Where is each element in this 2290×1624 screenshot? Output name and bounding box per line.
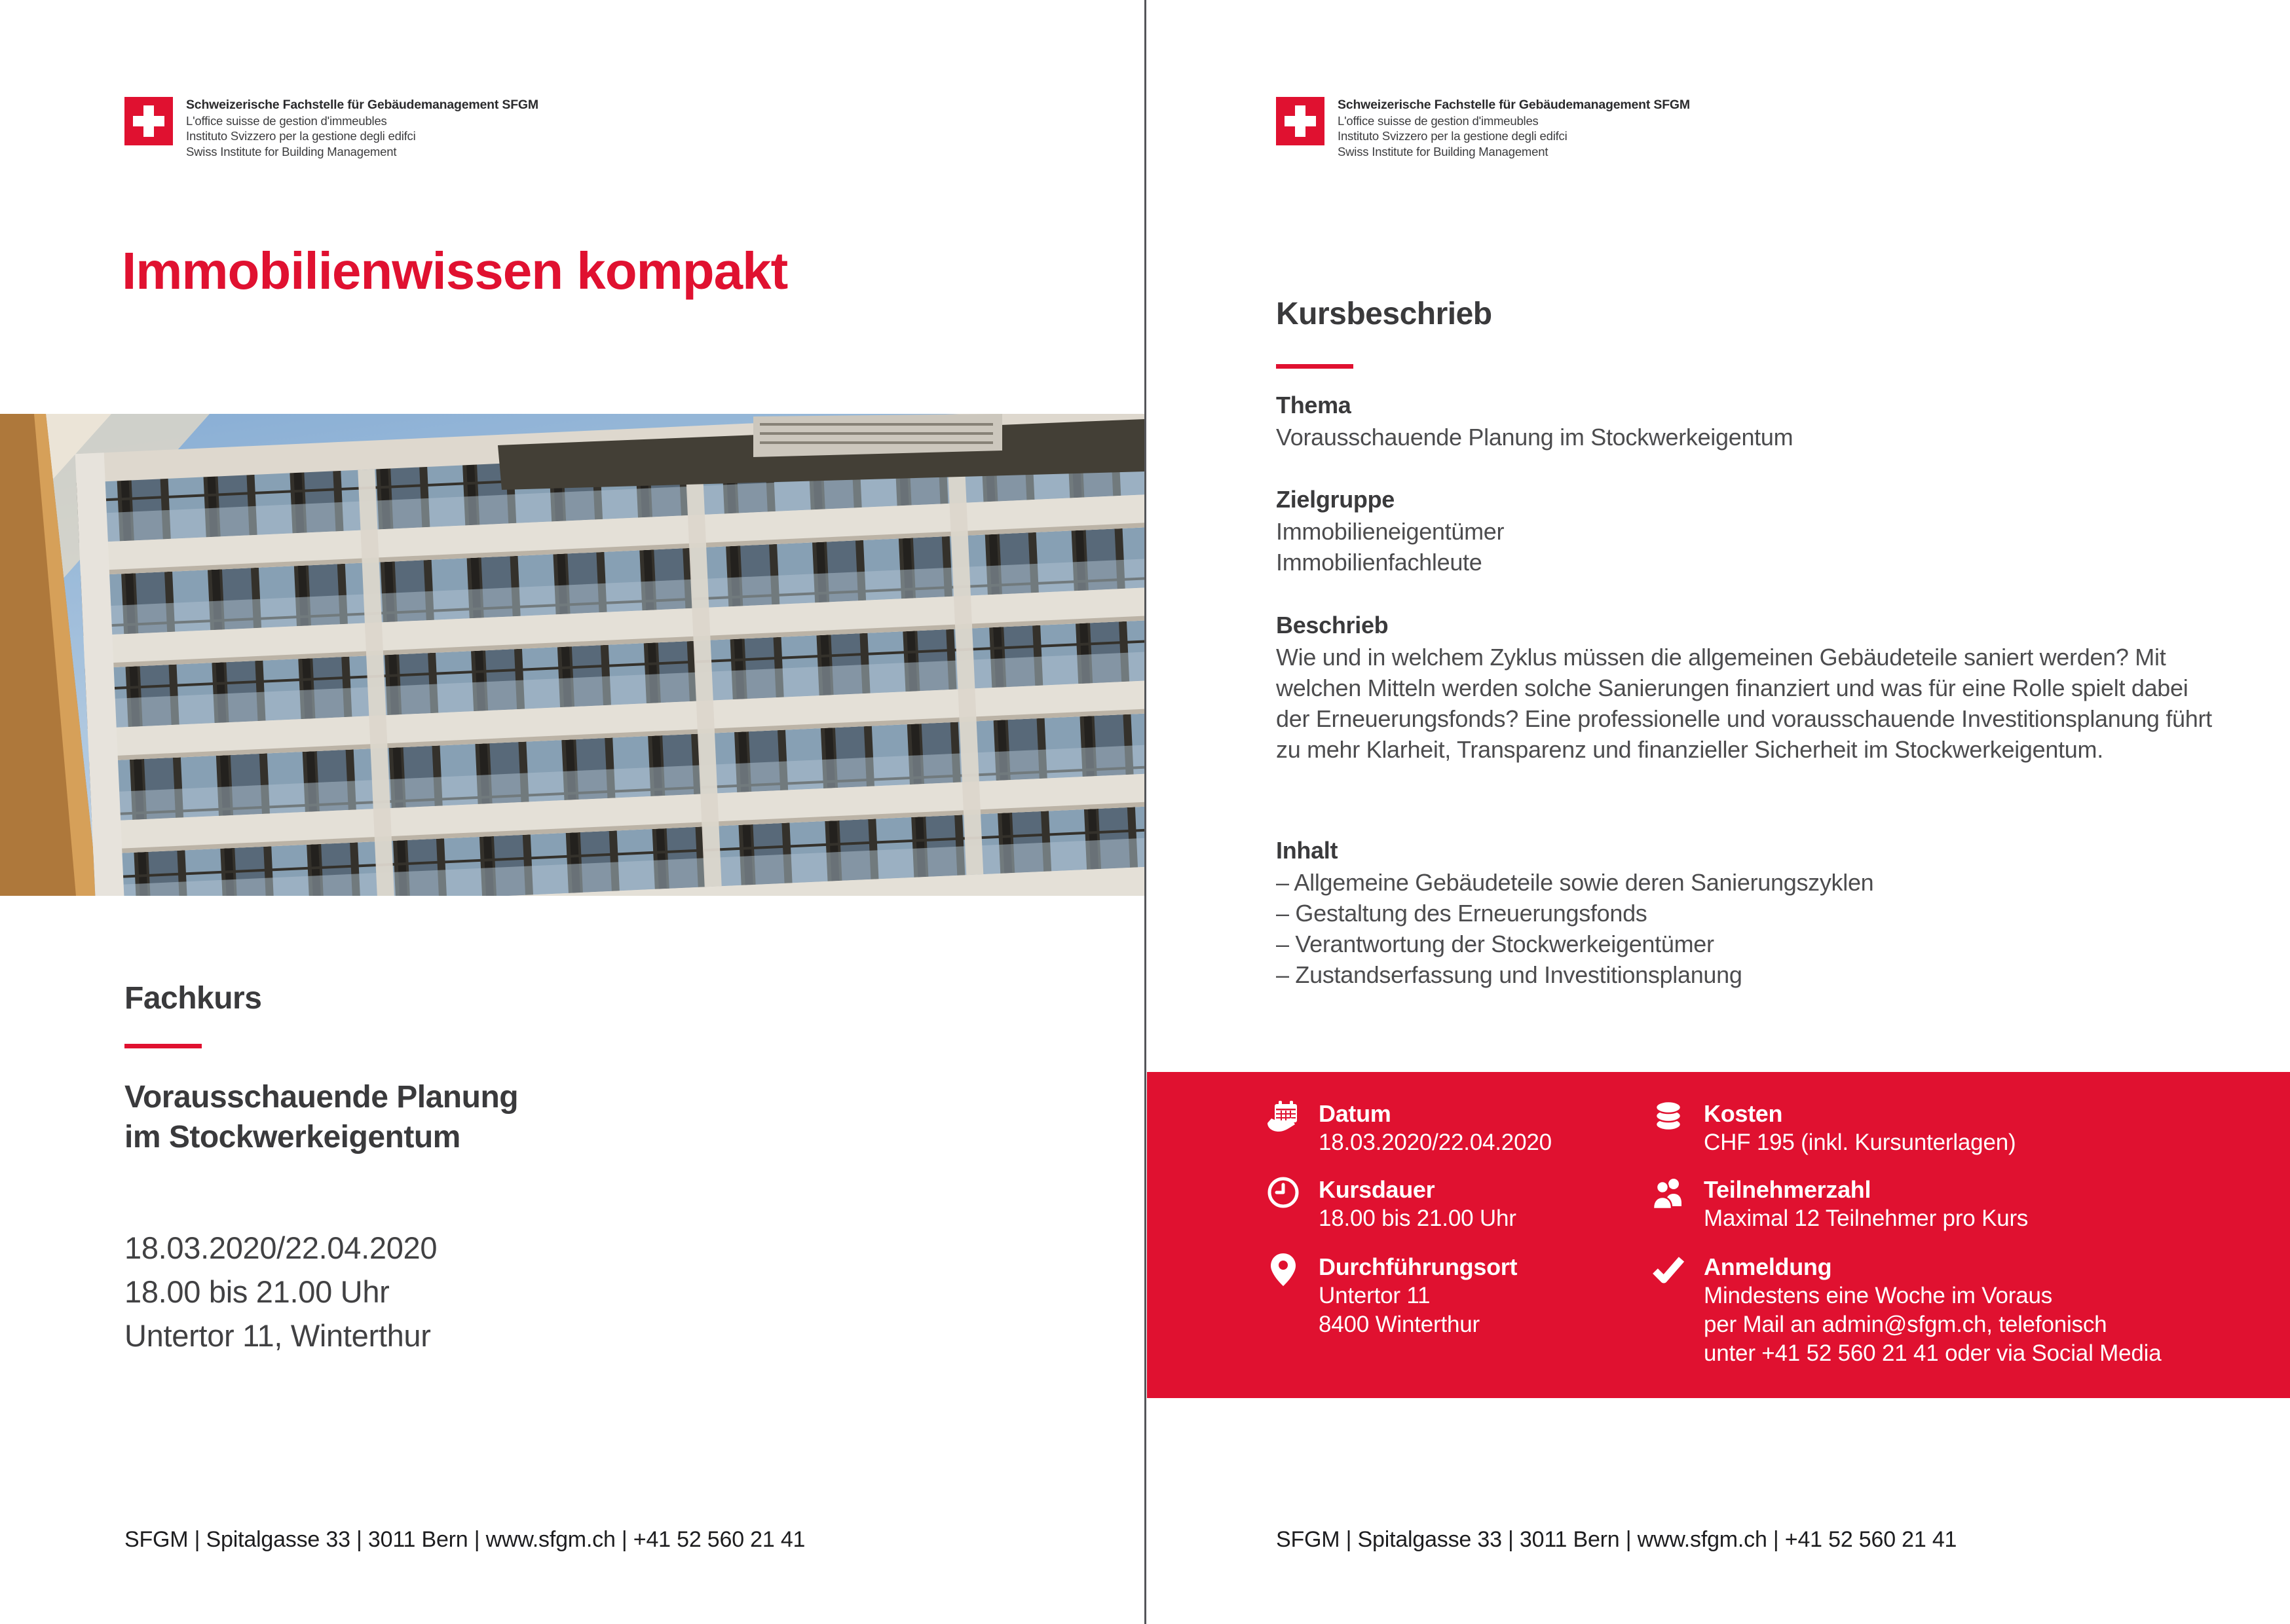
logo-line-de: Schweizerische Fachstelle für Gebäudemanagement SFGM bbox=[1338, 98, 1690, 112]
info-text bbox=[1319, 1175, 1516, 1233]
course-time: 18.00 bis 21.00 Uhr bbox=[124, 1274, 390, 1309]
logo-line-en: Swiss Institute for Building Management bbox=[186, 144, 397, 158]
course-meta bbox=[124, 1226, 437, 1357]
logo-wordmark bbox=[1338, 97, 1690, 159]
section-label: Inhalt bbox=[1276, 837, 1338, 864]
info-item-datum bbox=[1265, 1099, 1552, 1157]
info-item-teilnehmerzahl bbox=[1650, 1175, 2028, 1233]
page-title: Immobilienwissen kompakt bbox=[122, 242, 788, 300]
course-title-line1: Vorausschauende Planung bbox=[124, 1080, 519, 1115]
info-value: 18.00 bis 21.00 Uhr bbox=[1319, 1206, 1516, 1231]
info-label: Datum bbox=[1319, 1100, 1391, 1127]
course-title bbox=[124, 1077, 518, 1157]
coins-icon bbox=[1650, 1098, 1687, 1135]
clock-icon bbox=[1265, 1174, 1302, 1211]
info-label: Teilnehmerzahl bbox=[1704, 1176, 1871, 1203]
logo-wordmark bbox=[186, 97, 538, 159]
swiss-cross-logo bbox=[124, 97, 173, 145]
info-value: unter +41 52 560 21 41 oder via Social Media bbox=[1704, 1340, 2162, 1366]
section-beschrieb bbox=[1276, 610, 2213, 765]
logo-line-fr: L'office suisse de gestion d'immeubles bbox=[186, 113, 387, 128]
swiss-cross-icon bbox=[124, 97, 173, 145]
page-divider bbox=[1144, 0, 1146, 1624]
info-item-kursdauer bbox=[1265, 1175, 1516, 1233]
red-underline bbox=[124, 1044, 202, 1048]
section-zielgruppe bbox=[1276, 485, 1504, 578]
calendar-hand-icon bbox=[1265, 1098, 1302, 1135]
course-title-line2: im Stockwerkeigentum bbox=[124, 1120, 460, 1154]
footer-left: SFGM | Spitalgasse 33 | 3011 Bern | www.sfgm.ch | +41 52 560 21 41 bbox=[124, 1527, 806, 1552]
section-label: Zielgruppe bbox=[1276, 486, 1395, 513]
info-value: Untertor 11 bbox=[1319, 1283, 1431, 1308]
bullet-line: – Allgemeine Gebäudeteile sowie deren Sanierungszyklen bbox=[1276, 869, 1874, 896]
course-info-box bbox=[1147, 1072, 2290, 1398]
swiss-cross-logo bbox=[1276, 97, 1324, 145]
course-location: Untertor 11, Winterthur bbox=[124, 1318, 431, 1353]
logo-line-de: Schweizerische Fachstelle für Gebäudemanagement SFGM bbox=[186, 98, 538, 112]
info-label: Kosten bbox=[1704, 1100, 1783, 1127]
section-thema bbox=[1276, 390, 1793, 452]
info-value: CHF 195 (inkl. Kursunterlagen) bbox=[1704, 1130, 2016, 1155]
bullet-line: – Gestaltung des Erneuerungsfonds bbox=[1276, 900, 1647, 927]
info-item-anmeldung bbox=[1650, 1253, 2162, 1368]
logo-line-it: Instituto Svizzero per la gestione degli edifci bbox=[186, 129, 416, 143]
people-icon bbox=[1650, 1174, 1687, 1211]
swiss-cross-icon bbox=[1276, 97, 1324, 145]
sfgm-logo bbox=[124, 97, 538, 159]
info-value: 18.03.2020/22.04.2020 bbox=[1319, 1130, 1552, 1155]
logo-line-en: Swiss Institute for Building Management bbox=[1338, 144, 1549, 158]
info-text bbox=[1319, 1253, 1517, 1339]
bullet-line: – Zustandserfassung und Investitionsplanung bbox=[1276, 961, 1742, 988]
info-text bbox=[1319, 1099, 1552, 1157]
info-value: 8400 Winterthur bbox=[1319, 1312, 1480, 1337]
section-line: Immobilienfachleute bbox=[1276, 549, 1482, 576]
section-line: Immobilieneigentümer bbox=[1276, 518, 1505, 545]
info-label: Anmeldung bbox=[1704, 1253, 1832, 1280]
footer-right: SFGM | Spitalgasse 33 | 3011 Bern | www.sfgm.ch | +41 52 560 21 41 bbox=[1276, 1527, 1957, 1552]
section-label: Thema bbox=[1276, 392, 1351, 418]
info-item-durchfuehrungsort bbox=[1265, 1253, 1517, 1339]
info-text bbox=[1704, 1099, 2016, 1157]
section-paragraph: Wie und in welchem Zyklus müssen die allgemeinen Gebäudeteile saniert werden? Mit welchen Mitteln werden solche Sanierungen finanziert und was für eine Rolle spielt dabei der Erneuerungsfonds? Eine professionelle und vorausschauende Investitionsplanung führt zu mehr Klarheit, Transparenz und finanzieller Sicherheit im Stockwerkeigentum. bbox=[1276, 644, 2212, 763]
info-text bbox=[1704, 1253, 2162, 1368]
section-heading-fachkurs: Fachkurs bbox=[124, 981, 262, 1016]
logo-line-it: Instituto Svizzero per la gestione degli edifci bbox=[1338, 129, 1567, 143]
section-label: Beschrieb bbox=[1276, 612, 1389, 638]
checkmark-icon bbox=[1650, 1251, 1687, 1288]
info-value: Mindestens eine Woche im Voraus bbox=[1704, 1283, 2053, 1308]
info-value: per Mail an admin@sfgm.ch, telefonisch bbox=[1704, 1312, 2107, 1337]
course-date: 18.03.2020/22.04.2020 bbox=[124, 1230, 438, 1265]
info-label: Kursdauer bbox=[1319, 1176, 1435, 1203]
info-value: Maximal 12 Teilnehmer pro Kurs bbox=[1704, 1206, 2029, 1231]
red-underline bbox=[1276, 364, 1353, 369]
sfgm-logo bbox=[1276, 97, 1690, 159]
section-heading-kursbeschrieb: Kursbeschrieb bbox=[1276, 297, 1492, 331]
info-item-kosten bbox=[1650, 1099, 2016, 1157]
map-pin-icon bbox=[1265, 1251, 1302, 1288]
info-label: Durchführungsort bbox=[1319, 1253, 1518, 1280]
section-line: Vorausschauende Planung im Stockwerkeigentum bbox=[1276, 424, 1793, 451]
logo-line-fr: L'office suisse de gestion d'immeubles bbox=[1338, 113, 1539, 128]
section-inhalt bbox=[1276, 836, 1873, 990]
bullet-line: – Verantwortung der Stockwerkeigentümer bbox=[1276, 931, 1714, 957]
building-photo bbox=[0, 414, 1145, 896]
info-text bbox=[1704, 1175, 2028, 1233]
